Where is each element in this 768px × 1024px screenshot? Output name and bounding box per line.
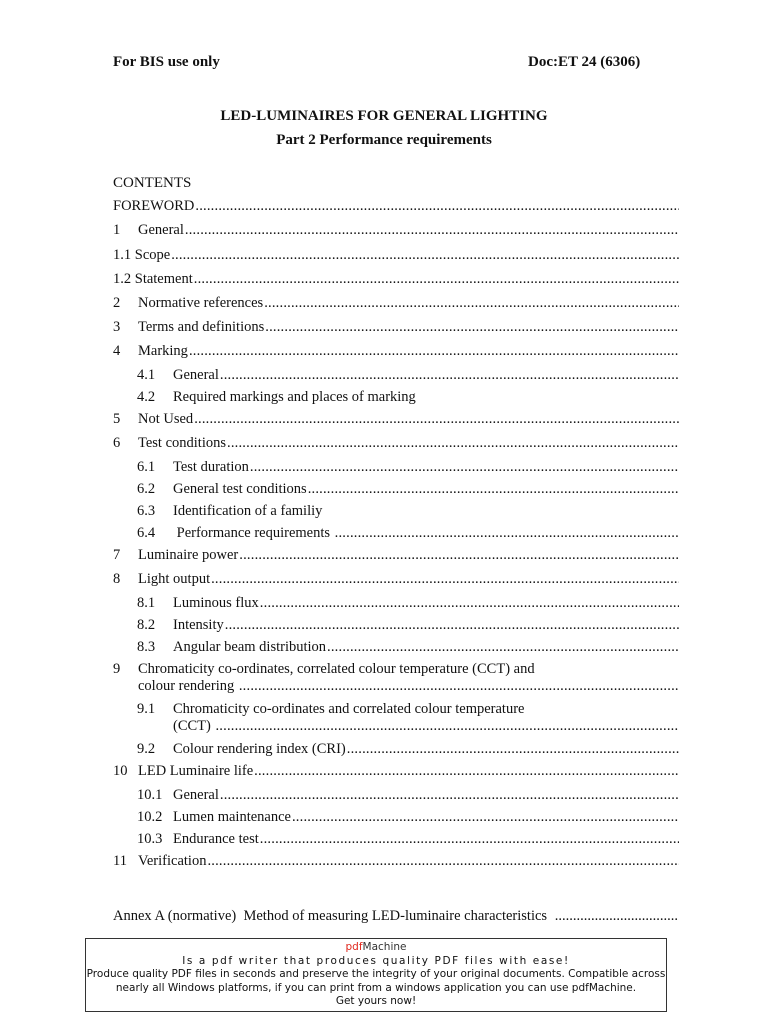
toc-item-number: 5 (113, 411, 121, 427)
toc-item-lumen-maintenance[interactable] (113, 809, 679, 831)
toc-item-test-conditions[interactable] (113, 435, 679, 459)
toc-item-number: 2 (113, 295, 121, 311)
toc-item-text: Colour rendering index (CRI) (173, 741, 346, 757)
toc-item-number: 8 (113, 571, 121, 587)
pdfmachine-cta[interactable]: Get yours now! (335, 995, 417, 1007)
table-of-contents (113, 198, 679, 877)
toc-item-annex-a[interactable] (113, 908, 679, 925)
toc-leader (211, 571, 679, 588)
toc-leader (239, 678, 679, 695)
toc-item-angular-beam[interactable] (113, 639, 679, 661)
toc-item-endurance-test[interactable] (113, 831, 679, 853)
document-title: LED-LUMINAIRES FOR GENERAL LIGHTING (220, 108, 548, 124)
toc-item-number: 10 (113, 763, 128, 779)
toc-item-scope[interactable] (113, 247, 679, 271)
toc-leader (207, 853, 679, 870)
toc-leader (239, 547, 679, 564)
toc-item-text: General (173, 787, 219, 803)
toc-item-text: FOREWORD (113, 198, 195, 214)
toc-leader (194, 411, 679, 428)
toc-item-text-continued: colour rendering (138, 678, 238, 694)
toc-item-luminaire-power[interactable] (113, 547, 679, 571)
toc-item-text: Verification (138, 853, 207, 869)
toc-leader (264, 295, 679, 312)
toc-item-text: Normative references (138, 295, 264, 311)
toc-item-text: Performance requirements (173, 525, 334, 541)
toc-item-text: Identification of a familiy (173, 503, 323, 519)
toc-leader (308, 481, 679, 498)
toc-item-number: 6.2 (137, 481, 156, 497)
pdfmachine-tagline: Is a pdf writer that produces quality PDF files with ease! (182, 954, 570, 967)
toc-item-text: Required markings and places of marking (173, 389, 416, 405)
toc-item-text-continued: (CCT) (173, 718, 215, 734)
toc-leader (260, 831, 679, 848)
toc-item-number: 8.2 (137, 617, 156, 633)
toc-item-text: Lumen maintenance (173, 809, 291, 825)
toc-item-normative-references[interactable] (113, 295, 679, 319)
toc-item-number: 6.1 (137, 459, 156, 475)
toc-item-cri[interactable] (113, 741, 679, 763)
toc-leader (225, 617, 679, 634)
toc-item-performance-requirements[interactable] (113, 525, 679, 547)
toc-item-text: 1.1 Scope (113, 247, 171, 263)
toc-item-text: Test conditions (138, 435, 226, 451)
toc-item-number: 7 (113, 547, 121, 563)
toc-leader (254, 763, 679, 780)
toc-leader (195, 198, 679, 215)
toc-item-text: General (138, 222, 184, 238)
toc-leader (265, 319, 679, 336)
toc-leader (347, 741, 679, 758)
toc-item-verification[interactable] (113, 853, 679, 877)
toc-item-required-markings[interactable] (113, 389, 679, 411)
toc-item-foreword[interactable] (113, 198, 679, 222)
toc-item-number: 11 (113, 853, 127, 869)
toc-item-chromaticity[interactable] (113, 661, 679, 701)
pdfmachine-description: Produce quality PDF files in seconds and preserve the integrity of your original documents. Compatible across (86, 968, 666, 980)
toc-leader (215, 718, 679, 735)
toc-item-text: 1.2 Statement (113, 271, 193, 287)
toc-item-text: Endurance test (173, 831, 259, 847)
toc-item-text: General (173, 367, 219, 383)
toc-leader (327, 639, 679, 656)
toc-leader (250, 459, 679, 476)
toc-item-number: 9.2 (137, 741, 156, 757)
toc-item-number: 6 (113, 435, 121, 451)
toc-leader (335, 525, 679, 542)
toc-item-identification-family[interactable] (113, 503, 679, 525)
toc-item-number: 9 (113, 661, 121, 677)
toc-item-luminaire-life[interactable] (113, 763, 679, 787)
toc-leader (185, 222, 679, 239)
toc-item-text: Chromaticity co-ordinates and correlated colour temperature (173, 701, 525, 717)
toc-item-number: 10.2 (137, 809, 163, 825)
contents-heading: CONTENTS (113, 175, 192, 191)
toc-item-test-duration[interactable] (113, 459, 679, 481)
toc-item-number: 9.1 (137, 701, 156, 717)
toc-item-general[interactable] (113, 222, 679, 247)
toc-item-general-test-conditions[interactable] (113, 481, 679, 503)
toc-item-intensity[interactable] (113, 617, 679, 639)
toc-item-number: 4.2 (137, 389, 156, 405)
toc-leader (227, 435, 679, 452)
toc-item-text: LED Luminaire life (138, 763, 254, 779)
toc-item-light-output[interactable] (113, 571, 679, 595)
toc-item-marking-general[interactable] (113, 367, 679, 389)
toc-item-luminous-flux[interactable] (113, 595, 679, 617)
toc-item-marking[interactable] (113, 343, 679, 367)
pdfmachine-logo (86, 941, 666, 955)
toc-item-text: Light output (138, 571, 211, 587)
toc-leader (189, 343, 679, 360)
toc-item-number: 6.3 (137, 503, 156, 519)
pdfmachine-banner (85, 938, 667, 1012)
toc-item-number: 10.3 (137, 831, 163, 847)
pdfmachine-compatibility: nearly all Windows platforms, if you can print from a windows application you can use pdfMachine. (115, 981, 637, 994)
toc-item-terms-definitions[interactable] (113, 319, 679, 343)
header-doc-number: Doc:ET 24 (6306) (528, 54, 641, 70)
pdfmachine-brand-machine: Machine (362, 941, 407, 953)
toc-item-text: Marking (138, 343, 188, 359)
toc-leader (220, 787, 679, 804)
toc-item-number: 8.3 (137, 639, 156, 655)
toc-leader (171, 247, 679, 264)
toc-item-text: Intensity (173, 617, 224, 633)
toc-item-statement[interactable] (113, 271, 679, 295)
toc-leader (292, 809, 679, 826)
toc-item-life-general[interactable] (113, 787, 679, 809)
toc-leader (555, 908, 679, 925)
toc-item-chromaticity-cct[interactable] (113, 701, 679, 741)
toc-item-not-used[interactable] (113, 411, 679, 435)
toc-item-text: Luminous flux (173, 595, 259, 611)
toc-item-text: Terms and definitions (138, 319, 265, 335)
document-subtitle: Part 2 Performance requirements (276, 132, 492, 148)
toc-item-text: Angular beam distribution (173, 639, 327, 655)
toc-item-number: 10.1 (137, 787, 163, 803)
toc-leader (220, 367, 679, 384)
toc-item-number: 1 (113, 222, 121, 238)
annex-text: Annex A (normative) Method of measuring LED-luminaire characteristics (113, 908, 551, 924)
toc-item-text: General test conditions (173, 481, 307, 497)
toc-item-number: 4 (113, 343, 121, 359)
toc-leader (194, 271, 679, 288)
toc-item-number: 8.1 (137, 595, 156, 611)
toc-item-text: Chromaticity co-ordinates, correlated colour temperature (CCT) and (138, 661, 535, 677)
toc-item-text: Test duration (173, 459, 249, 475)
pdfmachine-brand-pdf: pdf (345, 941, 363, 953)
toc-item-text: Luminaire power (138, 547, 239, 563)
toc-leader (260, 595, 679, 612)
toc-item-number: 6.4 (137, 525, 156, 541)
toc-item-number: 4.1 (137, 367, 156, 383)
header-left: For BIS use only (113, 54, 220, 70)
toc-item-number: 3 (113, 319, 121, 335)
toc-item-text: Not Used (138, 411, 194, 427)
